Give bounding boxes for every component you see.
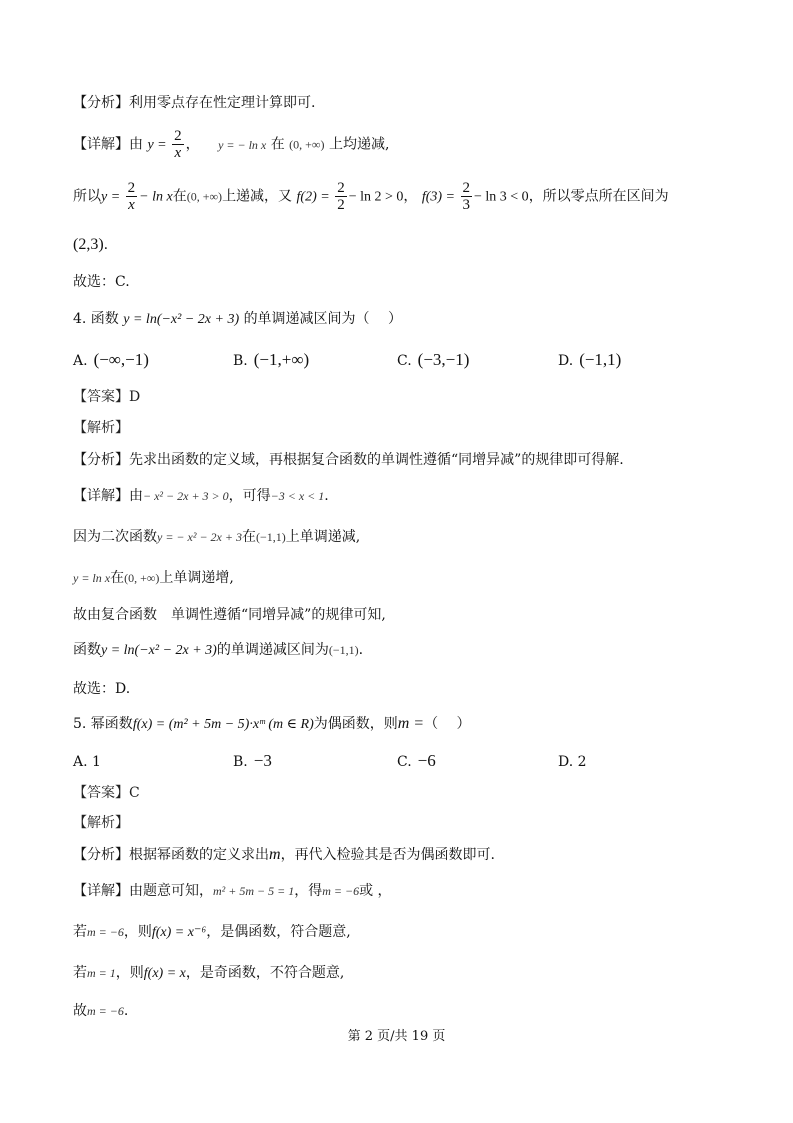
q5-option-b: B. −3 [233,751,272,770]
fraction: $\frac{2}{x}$ [174,128,182,161]
q4-option-d: D. (−1,1) [558,350,622,369]
analysis-line-q3: 【分析】利用零点存在性定理计算即可. [73,95,316,111]
answer-q4: 【答案】D [73,389,141,405]
detail-line-q4-3: y = ln x在(0, +∞)上单调递增, [73,570,234,586]
detail-line-q5-3: 若m = 1，则f(x) = x，是奇函数，不符合题意, [73,965,345,981]
fraction: $\frac{2}{x}$ [127,180,136,213]
fraction: $\frac{2}{3}$ [462,180,470,213]
detail-line-q3-3: (2,3). [73,236,109,253]
detail-line-q3-1: 【详解】由 y = $\frac{2}{x}$ ， y = − ln x 在 (0, +∞) 上均递减, [73,128,390,161]
q4-option-a: A. (−∞,−1) [73,350,149,369]
detail-line-q4-4: 故由复合函数 单调性遵循“同增异减”的规律可知, [73,607,386,623]
q5-option-a: A. 1 [73,754,101,770]
analysis-line-q5: 【分析】根据幂函数的定义求出m，再代入检验其是否为偶函数即可. [73,846,496,863]
detail-line-q4-2: 因为二次函数y = − x² − 2x + 3在(−1,1)上单调递减, [73,529,361,545]
solution-label-q5: 【解析】 [73,815,129,831]
choice-line-q4: 故选：D. [73,681,131,697]
choice-line-q3: 故选：C. [73,274,130,290]
solution-label-q4: 【解析】 [73,420,129,436]
detail-line-q5-2: 若m = −6，则f(x) = x⁻⁶，是偶函数，符合题意, [73,924,351,940]
q5-option-d: D. 2 [558,754,587,770]
q5-option-c: C. −6 [397,751,436,770]
detail-line-q4-5: 函数y = ln(−x² − 2x + 3)的单调递减区间为(−1,1). [73,642,364,658]
detail-line-q3-2: 所以y = $\frac{2}{x}$ − ln x在(0, +∞)上递减，又 f(2) = $\frac{2}{2}$ − ln 2 > 0， f(3) = $\frac{2}{3}$ − ln 3 < 0，所以零点所在区间为 [73,180,669,213]
q4-option-b: B. (−1,+∞) [233,350,310,369]
analysis-line-q4: 【分析】先求出函数的定义域，再根据复合函数的单调性遵循“同增异减”的规律即可得解. [73,452,624,468]
question-4: 4. 函数 y = ln(−x² − 2x + 3) 的单调递减区间为（ ） [73,311,403,327]
answer-q5: 【答案】C [73,785,140,801]
detail-line-q4-1: 【详解】由− x² − 2x + 3 > 0，可得−3 < x < 1. [73,488,329,504]
q4-option-c: C. (−3,−1) [397,350,470,369]
fraction: $\frac{2}{2}$ [337,180,345,213]
detail-line-q5-1: 【详解】由题意可知，m² + 5m − 5 = 1，得m = −6或 ， [73,883,392,899]
question-5: 5. 幂函数f(x) = (m² + 5m − 5)·xᵐ (m ∈ R)为偶函数，则m =（ ） [73,715,471,732]
page-footer: 第 2 页/共 19 页 [347,1029,446,1044]
detail-line-q5-4: 故m = −6. [73,1003,129,1019]
